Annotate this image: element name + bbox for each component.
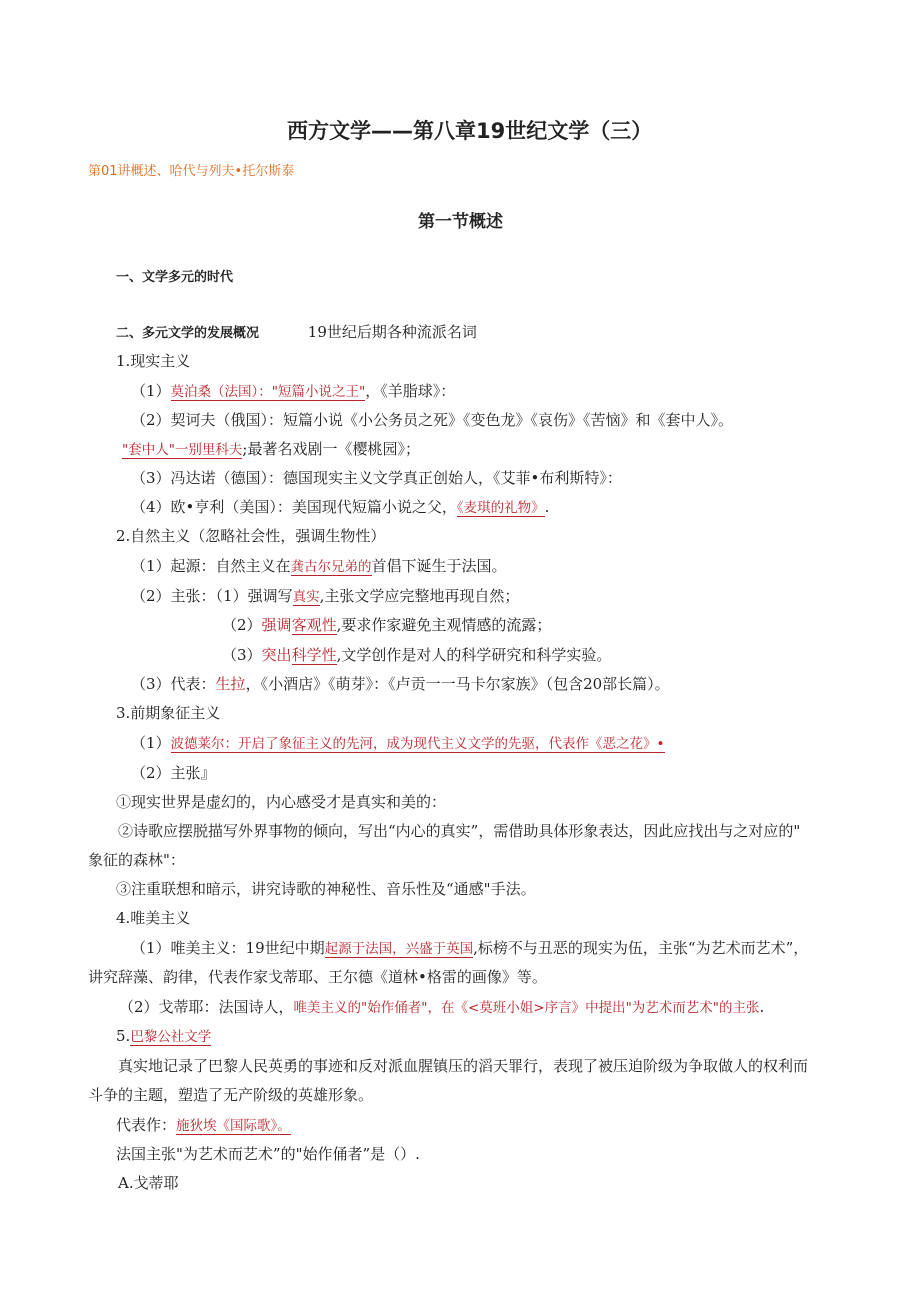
highlight-commune: 巴黎公社文学 bbox=[130, 1029, 212, 1045]
highlight-goncourt: 龚古尔兄弟的 bbox=[290, 559, 372, 575]
commune-representative bbox=[116, 1114, 291, 1137]
aestheticism-item-1-cont: 讲究辞藻、韵律，代表作家戈蒂耶、王尔德《道林•格雷的画像》等。 bbox=[88, 968, 547, 986]
item-text-end: . bbox=[544, 498, 550, 516]
item-text: （2）戈蒂耶：法国诗人， bbox=[119, 998, 294, 1016]
naturalism-item-2b bbox=[222, 614, 551, 636]
quiz-question: 法国主张"为艺术而艺术”的"始作俑者”是（）. bbox=[116, 1145, 420, 1163]
item-text: 代表作： bbox=[116, 1116, 177, 1134]
aestheticism-heading: 4.唯美主义 bbox=[116, 909, 191, 927]
red-text: 强调 bbox=[261, 616, 292, 634]
red-text: 突出 bbox=[261, 646, 292, 664]
item-text-end: 首倡下诞生于法国。 bbox=[371, 557, 507, 575]
highlight-gift-of-magi: 《麦琪的礼物》 bbox=[456, 500, 545, 516]
heading-number: 5. bbox=[116, 1027, 131, 1045]
naturalism-item-3 bbox=[131, 673, 670, 695]
naturalism-item-2 bbox=[131, 585, 519, 608]
highlight-baudelaire: 波德莱尔：开启了象征主义的先河，成为现代主义文学的先驱，代表作《恶之花》• bbox=[170, 736, 665, 752]
highlight-truth: 真实 bbox=[292, 589, 320, 605]
aestheticism-item-2 bbox=[119, 996, 764, 1019]
symbolism-item-1 bbox=[131, 732, 665, 755]
symbolism-point-2: ②诗歌应摆脱描写外界事物的倾向，写出“内心的真实”，需借助具体形象表达，因此应找出与之对应的" bbox=[118, 822, 801, 840]
heading-two-text: 二、多元文学的发展概况 bbox=[116, 326, 260, 341]
item-number: （1） bbox=[131, 382, 171, 400]
symbolism-point-1: ①现实世界是虚幻的，内心感受才是真实和美的： bbox=[116, 793, 447, 811]
symbolism-point-2-cont: 象征的森林"： bbox=[88, 851, 185, 869]
item-number: （1） bbox=[131, 734, 171, 752]
item-text: ;最著名戏剧一《樱桃园》； bbox=[242, 440, 420, 458]
item-text: （4）欧•亨利（美国）：美国现代短篇小说之父， bbox=[131, 498, 457, 516]
item-text: （1）唯美主义：19世纪中期 bbox=[131, 939, 325, 957]
item-text-end: ,标榜不与丑恶的现实为伍，主张“为艺术而艺术”， bbox=[473, 939, 809, 957]
commune-paragraph: 真实地记录了巴黎人民英勇的事迹和反对派血腥镇压的滔天罪行，表现了被压迫阶级为争取做人的权利而 bbox=[118, 1057, 809, 1075]
highlight-origin: 起源于法国，兴盛于英国 bbox=[324, 941, 474, 957]
realism-item-4 bbox=[131, 496, 549, 519]
naturalism-item-2c bbox=[222, 644, 611, 666]
realism-item-2b bbox=[122, 438, 420, 461]
commune-paragraph-cont: 斗争的主题，塑造了无产阶级的英雄形象。 bbox=[88, 1086, 374, 1104]
item-text-end: ,主张文学应完整地再现自然； bbox=[319, 587, 520, 605]
naturalism-heading: 2.自然主义（忽略社会性，强调生物性） bbox=[116, 527, 386, 545]
realism-item-2: （2）契诃夫（俄国）：短篇小说《小公务员之死》《变色龙》《哀伤》《苦恼》和《套中人》。 bbox=[131, 411, 734, 429]
symbolism-heading: 3.前期象征主义 bbox=[116, 704, 221, 722]
heading-two-note: 19世纪后期各种流派名词 bbox=[307, 323, 477, 341]
highlight-internationale: 施狄埃《国际歌》。 bbox=[176, 1118, 291, 1134]
lecture-subtitle: 第01讲概述、哈代与列夫•托尔斯泰 bbox=[88, 164, 295, 179]
red-text-zola: 生拉 bbox=[215, 675, 246, 693]
item-text-end: ，《小酒店》《萌芽》：《卢贡一一马卡尔家族》（包含20部长篇）。 bbox=[245, 675, 670, 693]
realism-item-1 bbox=[131, 380, 455, 403]
realism-item-3: （3）冯达诺（德国）：德国现实主义文学真正创始人，《艾菲•布利斯特》： bbox=[131, 469, 622, 487]
heading-one: 一、文学多元的时代 bbox=[116, 270, 234, 285]
highlight-gautier: 唯美主义的"始作俑者"，在《<莫班小姐>序言》中提出"为艺术而艺术"的主张 bbox=[293, 1000, 760, 1016]
naturalism-item-1 bbox=[131, 555, 507, 578]
realism-heading: 1.现实主义 bbox=[116, 352, 191, 370]
highlight-man-in-case: "套中人"一别里科夫 bbox=[122, 442, 243, 458]
item-number: （2） bbox=[222, 616, 262, 634]
item-text: （1）起源：自然主义在 bbox=[131, 557, 291, 575]
heading-two bbox=[116, 321, 477, 345]
item-number: （3） bbox=[222, 646, 262, 664]
section-title: 第一节概述 bbox=[418, 212, 503, 232]
symbolism-item-2: （2）主张』 bbox=[131, 764, 216, 782]
highlight-scientific: 科学性 bbox=[291, 646, 337, 664]
highlight-objectivity: 客观性 bbox=[291, 616, 337, 634]
highlight-maupassant: 莫泊桑（法国）："短篇小说之王" bbox=[170, 384, 366, 400]
item-text: ，《羊脂球》： bbox=[365, 382, 456, 400]
item-text: （2）主张：（1）强调写 bbox=[131, 587, 293, 605]
commune-heading bbox=[116, 1025, 211, 1048]
item-text: （3）代表： bbox=[131, 675, 216, 693]
symbolism-point-3: ③注重联想和暗示，讲究诗歌的神秘性、音乐性及“通感"手法。 bbox=[116, 880, 536, 898]
item-text: ,要求作家避免主观情感的流露； bbox=[336, 616, 552, 634]
item-text: ,文学创作是对人的科学研究和科学实验。 bbox=[336, 646, 612, 664]
document-title: 西方文学——第八章19世纪文学（三） bbox=[287, 119, 653, 143]
quiz-answer-a: A.戈蒂耶 bbox=[118, 1174, 179, 1192]
aestheticism-item-1 bbox=[131, 937, 808, 960]
item-text-end: . bbox=[759, 998, 765, 1016]
